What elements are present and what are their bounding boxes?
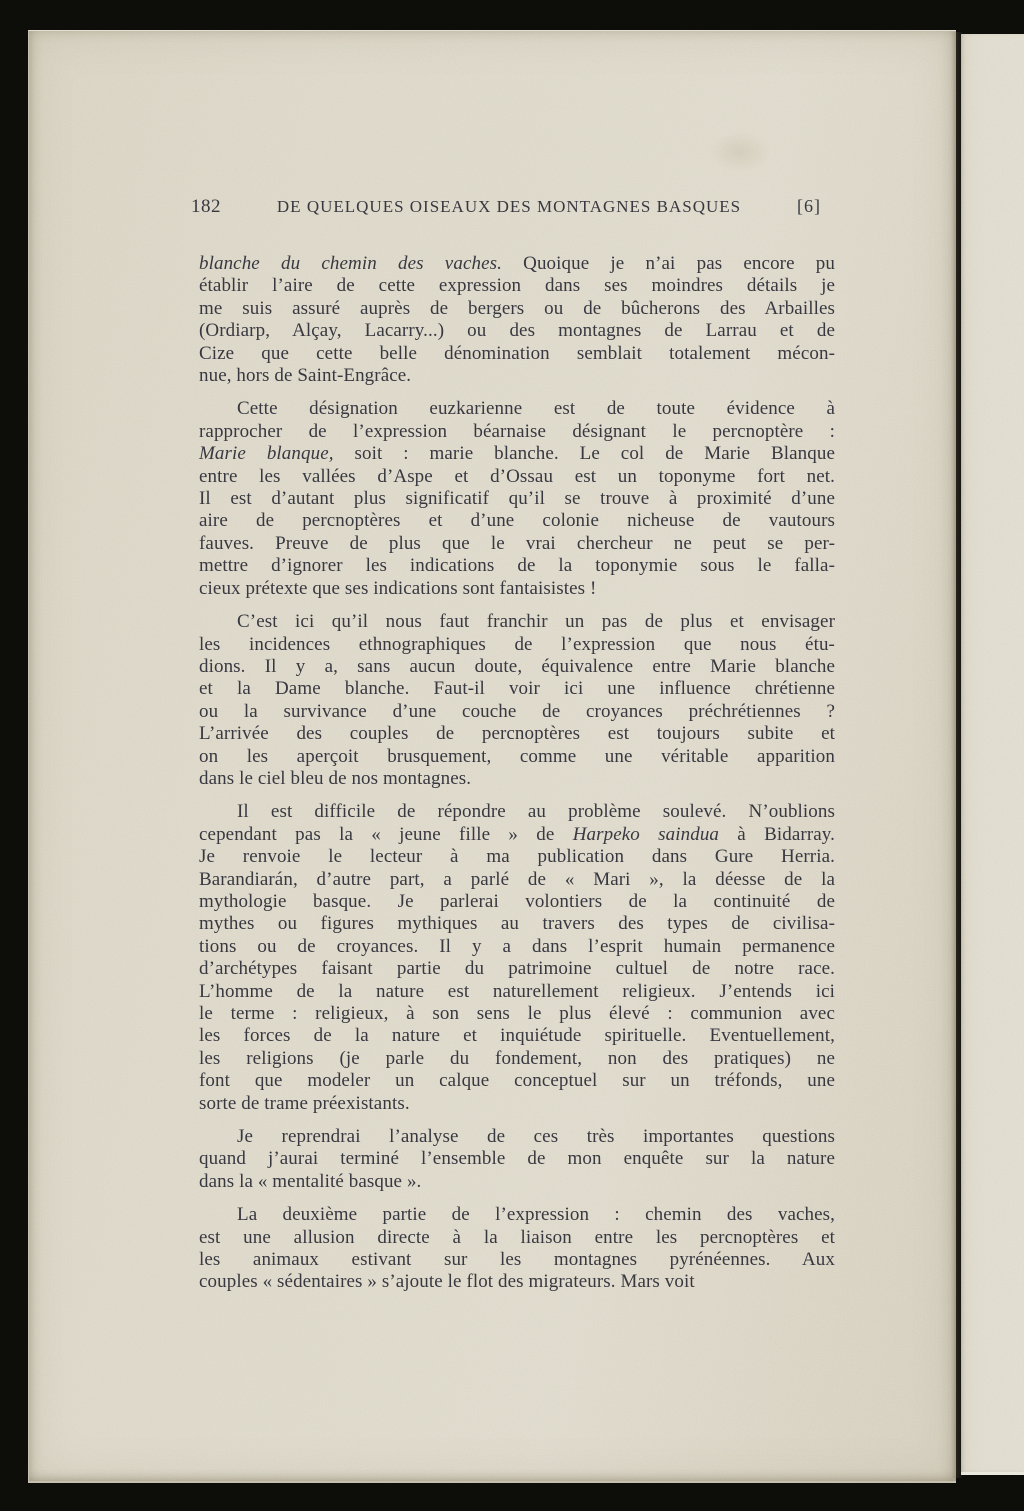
book-gutter-crease	[951, 32, 963, 1478]
text-segment: Quoique je n’ai pas encore pu	[501, 253, 835, 274]
text-line	[199, 891, 835, 913]
text-segment: les animaux estivant sur les montagnes pyrénéennes. Aux	[199, 1249, 835, 1271]
text-segment: mettre d’ignorer les indications de la toponymie sous le falla-	[199, 555, 835, 577]
text-segment: tions ou de croyances. Il y a dans l’esprit humain permanence	[199, 935, 835, 957]
page-header	[191, 196, 821, 218]
text-line	[199, 1249, 835, 1271]
paragraph	[199, 253, 835, 387]
text-line	[199, 1003, 835, 1025]
text-line	[199, 488, 835, 510]
text-segment: d’archétypes faisant partie du patrimoine cultuel de notre race.	[199, 958, 835, 980]
text-segment: est une allusion directe à la liaison entre les percnoptères et	[199, 1226, 835, 1248]
text-segment: établir l’aire de cette expression dans ses moindres détails je	[199, 275, 835, 297]
text-line	[199, 510, 835, 532]
text-line	[199, 701, 835, 723]
text-segment: Cize que cette belle dénomination semblait totalement mécon-	[199, 342, 835, 364]
text-segment: mythologie basque. Je parlerai volontiers de la continuité de	[199, 890, 835, 912]
text-line	[199, 298, 835, 320]
text-line	[199, 275, 835, 297]
text-line	[199, 768, 835, 790]
text-line	[199, 1227, 835, 1249]
text-segment: L’homme de la nature est naturellement religieux. J’entends ici	[199, 980, 835, 1002]
text-segment: le terme : religieux, à son sens le plus élevé : communion avec	[199, 1003, 835, 1024]
text-segment: me suis assuré auprès de bergers ou de bûcherons des Arbailles	[199, 297, 835, 319]
text-line	[199, 801, 835, 823]
text-segment: nue, hors de Saint-Engrâce.	[199, 365, 412, 387]
book-page	[28, 30, 956, 1483]
text-segment: couples « sédentaires » s’ajoute le flot des migrateurs. Mars voit	[199, 1271, 695, 1293]
text-segment: on les aperçoit brusquement, comme une véritable apparition	[199, 745, 835, 767]
text-block	[199, 253, 835, 1294]
text-line	[199, 869, 835, 891]
text-line	[199, 611, 835, 633]
text-segment: les forces de la nature et inquiétude spirituelle. Eventuellement,	[199, 1025, 835, 1047]
text-line	[199, 1126, 835, 1148]
text-segment: cieux prétexte que ses indications sont fantaisistes !	[199, 577, 597, 599]
next-page-edge	[961, 34, 1024, 1475]
text-segment: cependant pas la « jeune fille » de	[199, 823, 573, 845]
text-line	[199, 398, 835, 420]
text-line	[199, 1171, 835, 1193]
text-line	[199, 466, 835, 488]
text-segment: les religions (je parle du fondement, non des pratiques) ne	[199, 1047, 835, 1069]
text-line	[199, 1271, 835, 1293]
italic-text-segment: Marie blanque,	[199, 443, 334, 465]
text-line	[199, 634, 835, 656]
paragraph	[199, 398, 835, 600]
text-segment: sorte de trame préexistants.	[199, 1092, 410, 1114]
text-line	[199, 958, 835, 980]
text-segment: Cette désignation euzkarienne est de toute évidence à	[237, 398, 835, 420]
text-segment: font que modeler un calque conceptuel sur un tréfonds, une	[199, 1070, 835, 1092]
text-segment: Je renvoie le lecteur à ma publication dans Gure Herria.	[199, 846, 835, 868]
text-line	[199, 253, 835, 275]
running-title: DE QUELQUES OISEAUX DES MONTAGNES BASQUES	[276, 197, 742, 216]
text-segment: entre les vallées d’Aspe et d’Ossau est un toponyme fort net.	[199, 465, 835, 487]
text-segment: (Ordiarp, Alçay, Lacarry...) ou des montagnes de Larrau et de	[199, 320, 835, 342]
text-line	[199, 421, 835, 443]
text-segment: Il est difficile de répondre au problème soulevé. N’oublions	[237, 801, 835, 823]
italic-text-segment: Harpeko saindua	[572, 823, 720, 845]
text-line	[199, 913, 835, 935]
text-line	[199, 846, 835, 868]
text-segment: ou la survivance d’une couche de croyances préchrétiennes ?	[199, 700, 835, 722]
text-segment: mythes ou figures mythiques au travers des types de civilisa-	[199, 913, 835, 935]
text-line	[199, 1093, 835, 1115]
text-line	[199, 936, 835, 958]
text-line	[199, 555, 835, 577]
text-line	[199, 1204, 835, 1226]
text-segment: dans le ciel bleu de nos montagnes.	[199, 767, 472, 789]
text-line	[199, 1048, 835, 1070]
text-segment: et la Dame blanche. Faut-il voir ici une influence chrétienne	[199, 678, 835, 700]
text-segment: quand j’aurai terminé l’ensemble de mon enquête sur la nature	[199, 1148, 835, 1170]
text-line	[199, 824, 835, 846]
folio-number: 182	[191, 196, 221, 217]
text-line	[199, 343, 835, 365]
paper-stain	[697, 123, 783, 181]
text-segment: L’arrivée des couples de percnoptères est toujours subite et	[199, 723, 835, 745]
text-segment: à Bidarray.	[719, 823, 835, 845]
text-segment: aire de percnoptères et d’une colonie nicheuse de vautours	[199, 510, 835, 532]
text-line	[199, 320, 835, 342]
paragraph	[199, 801, 835, 1115]
text-segment: Barandiarán, d’autre part, a parlé de « Mari », la déesse de la	[199, 868, 835, 890]
text-segment: soit : marie blanche. Le col de Marie Blanque	[333, 443, 836, 465]
text-segment: dans la « mentalité basque ».	[199, 1170, 422, 1192]
text-line	[199, 443, 835, 465]
text-line	[199, 981, 835, 1003]
text-segment: les incidences ethnographiques de l’expression que nous étu-	[199, 633, 835, 655]
italic-text-segment: blanche du chemin des vaches.	[199, 253, 502, 274]
text-segment: La deuxième partie de l’expression : chemin des vaches,	[237, 1204, 835, 1226]
text-line	[199, 533, 835, 555]
text-line	[199, 723, 835, 745]
page-reference: [6]	[797, 196, 821, 216]
text-segment: Il est d’autant plus significatif qu’il se trouve à proximité d’une	[199, 488, 835, 510]
paragraph	[199, 1204, 835, 1294]
text-segment: Je reprendrai l’analyse de ces très importantes questions	[237, 1126, 835, 1148]
text-line	[199, 678, 835, 700]
text-line	[199, 656, 835, 678]
text-segment: dions. Il y a, sans aucun doute, équivalence entre Marie blanche	[199, 655, 835, 677]
text-line	[199, 1148, 835, 1170]
text-line	[199, 1070, 835, 1092]
text-segment: fauves. Preuve de plus que le vrai chercheur ne peut se per-	[199, 532, 835, 554]
paragraph	[199, 1126, 835, 1193]
paragraph	[199, 611, 835, 790]
text-segment: C’est ici qu’il nous faut franchir un pas de plus et envisager	[237, 611, 835, 633]
text-line	[199, 578, 835, 600]
text-line	[199, 746, 835, 768]
text-line	[199, 365, 835, 387]
text-line	[199, 1025, 835, 1047]
text-segment: rapprocher de l’expression béarnaise désignant le percnoptère :	[199, 420, 835, 442]
